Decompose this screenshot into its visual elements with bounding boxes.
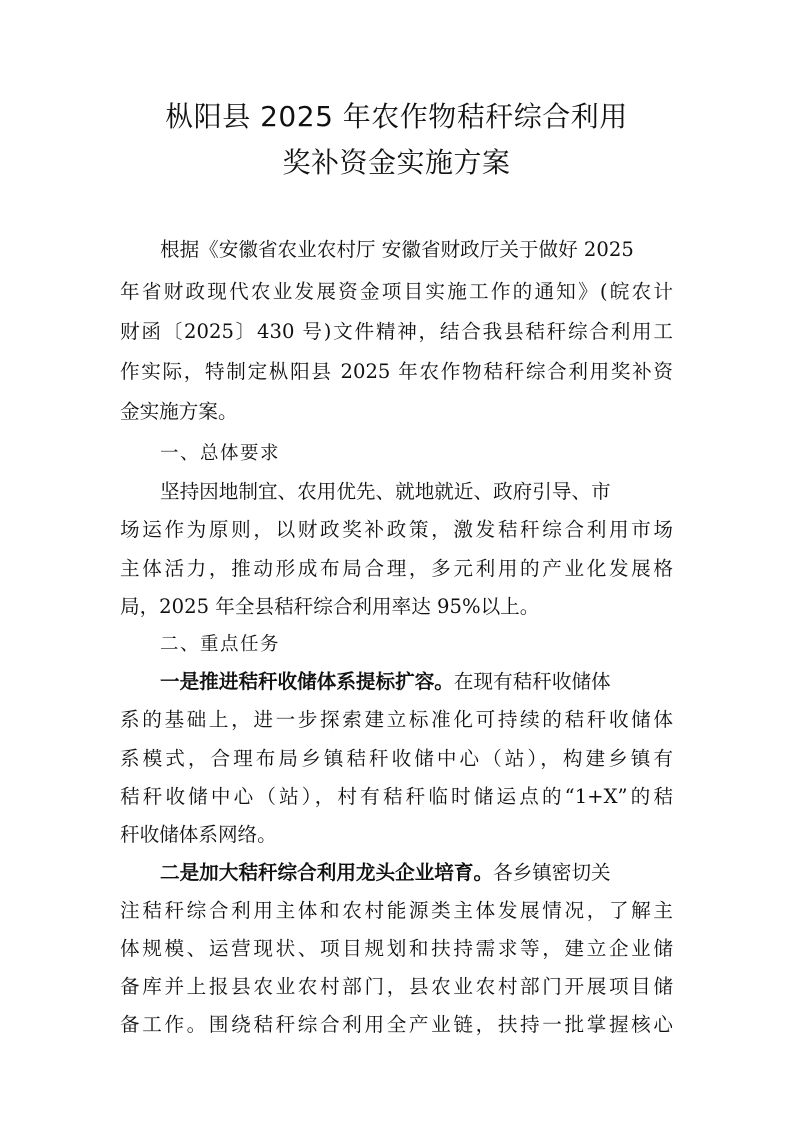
intro-line-2: 年省财政现代农业发展资金项目实施工作的通知》(皖农计 [120, 280, 673, 303]
task-1-first-line [160, 668, 673, 696]
document-title-line-1: 枞阳县 2025 年农作物秸秆综合利用 [165, 100, 628, 133]
task-2-line-3: 体规模、运营现状、项目规划和扶持需求等，建立企业储 [120, 937, 673, 960]
task-2-first-line [160, 859, 673, 887]
section-1-line-4: 局，2025 年全县秸秆综合利用率达 95%以上。 [120, 595, 540, 618]
section-2-heading: 二、重点任务 [160, 634, 281, 655]
task-2-lead: 二是加大秸秆综合利用龙头企业培育。 [160, 861, 494, 884]
intro-line-3: 财函〔2025〕430 号)文件精神，结合我县秸秆综合利用工 [120, 320, 673, 343]
task-2-first-line-rest: 各乡镇密切关 [493, 861, 611, 884]
section-1-heading: 一、总体要求 [160, 443, 281, 464]
section-1-line-2: 场运作为原则，以财政奖补政策，激发秸秆综合利用市场 [120, 518, 673, 541]
task-1-line-3: 系模式，合理布局乡镇秸秆收储中心（站），构建乡镇有 [120, 747, 673, 770]
task-1-lead: 一是推进秸秆收储体系提标扩容。 [160, 670, 454, 693]
task-2-line-2: 注秸秆综合利用主体和农村能源类主体发展情况，了解主 [120, 899, 673, 922]
task-1-first-line-rest: 在现有秸秆收储体 [453, 670, 611, 693]
intro-line-5: 金实施方案。 [120, 400, 238, 423]
task-2-line-5: 备工作。围绕秸秆综合利用全产业链，扶持一批掌握核心 [120, 1013, 673, 1036]
task-1-line-4: 秸秆收储中心（站），村有秸秆临时储运点的“1+X”的秸 [120, 785, 673, 808]
section-1-line-1: 坚持因地制宜、农用优先、就地就近、政府引导、市 [160, 480, 611, 503]
document-title-line-2: 奖补资金实施方案 [282, 146, 511, 179]
section-1-line-3: 主体活力，推动形成布局合理，多元利用的产业化发展格 [120, 557, 673, 580]
task-1-line-2: 系的基础上，进一步探索建立标准化可持续的秸秆收储体 [120, 708, 673, 731]
task-1-line-5: 秆收储体系网络。 [120, 823, 277, 846]
task-2-line-4: 备库并上报县农业农村部门，县农业农村部门开展项目储 [120, 975, 673, 998]
intro-line-1: 根据《安徽省农业农村厅 安徽省财政厅关于做好 2025 [160, 238, 634, 261]
intro-line-4: 作实际，特制定枞阳县 2025 年农作物秸秆综合利用奖补资 [120, 360, 673, 383]
